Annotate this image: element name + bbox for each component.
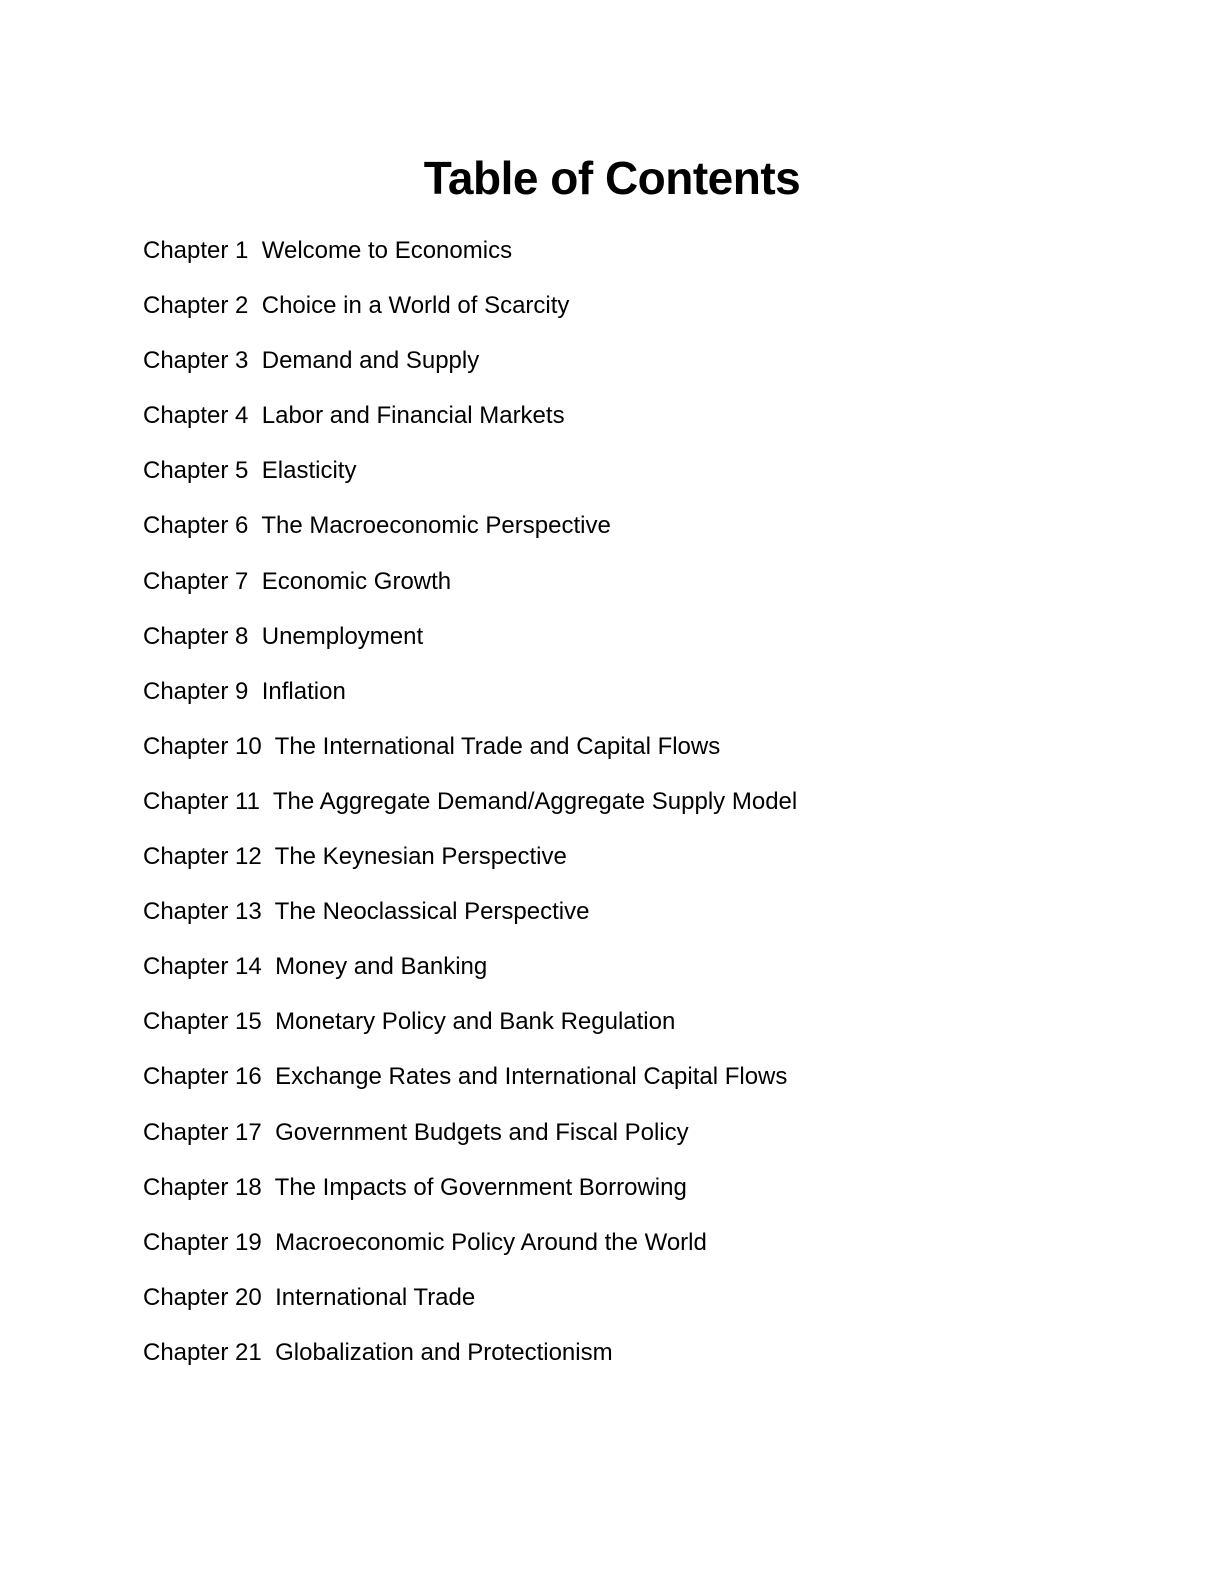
chapter-title: Government Budgets and Fiscal Policy — [275, 1118, 689, 1146]
toc-entry — [143, 398, 797, 453]
chapter-title: Economic Growth — [261, 567, 452, 595]
chapter-title: Globalization and Protectionism — [275, 1338, 613, 1366]
chapter-title: Elasticity — [261, 457, 357, 485]
chapter-label: Chapter 19 — [143, 1228, 262, 1256]
chapter-title: Macroeconomic Policy Around the World — [275, 1228, 707, 1256]
chapter-title: The Neoclassical Perspective — [274, 898, 590, 926]
chapter-label: Chapter 21 — [143, 1338, 262, 1366]
chapter-label: Chapter 2 — [143, 292, 249, 320]
toc-entry — [143, 1335, 797, 1390]
toc-entry — [143, 1170, 797, 1225]
toc-entry — [143, 674, 797, 729]
chapter-label: Chapter 9 — [143, 677, 249, 705]
toc-entry — [143, 784, 797, 839]
chapter-label: Chapter 6 — [143, 512, 249, 540]
toc-entry — [143, 949, 797, 1004]
chapter-label: Chapter 18 — [143, 1173, 262, 1201]
chapter-title: Labor and Financial Markets — [261, 402, 565, 430]
toc-entry — [143, 508, 797, 563]
chapter-title: Exchange Rates and International Capital Flows — [275, 1063, 788, 1091]
chapter-label: Chapter 17 — [143, 1118, 262, 1146]
chapter-title: The Aggregate Demand/Aggregate Supply Model — [272, 787, 798, 815]
toc-entry — [143, 1280, 797, 1335]
table-of-contents-list — [143, 233, 797, 1390]
chapter-label: Chapter 10 — [143, 732, 262, 760]
chapter-label: Chapter 8 — [143, 622, 249, 650]
toc-entry — [143, 894, 797, 949]
toc-entry — [143, 839, 797, 894]
toc-entry — [143, 343, 797, 398]
chapter-title: Unemployment — [261, 622, 424, 650]
chapter-title: Choice in a World of Scarcity — [261, 292, 570, 320]
chapter-label: Chapter 15 — [143, 1008, 262, 1036]
toc-entry — [143, 1115, 797, 1170]
chapter-label: Chapter 12 — [143, 843, 262, 871]
chapter-label: Chapter 16 — [143, 1063, 262, 1091]
chapter-title: Money and Banking — [275, 953, 488, 981]
chapter-title: Inflation — [261, 677, 346, 705]
chapter-title: The Keynesian Perspective — [274, 843, 567, 871]
chapter-label: Chapter 14 — [143, 953, 262, 981]
chapter-label: Chapter 11 — [143, 787, 260, 815]
chapter-title: Monetary Policy and Bank Regulation — [275, 1008, 676, 1036]
toc-entry — [143, 619, 797, 674]
page-title: Table of Contents — [423, 152, 801, 204]
chapter-label: Chapter 7 — [143, 567, 249, 595]
chapter-title: International Trade — [275, 1283, 476, 1311]
toc-entry — [143, 1004, 797, 1059]
toc-entry — [143, 233, 797, 288]
chapter-title: The Macroeconomic Perspective — [261, 512, 611, 540]
chapter-label: Chapter 5 — [143, 457, 249, 485]
chapter-title: The Impacts of Government Borrowing — [274, 1173, 687, 1201]
chapter-label: Chapter 20 — [143, 1283, 262, 1311]
toc-entry — [143, 564, 797, 619]
toc-entry — [143, 1059, 797, 1114]
chapter-label: Chapter 1 — [143, 237, 249, 264]
toc-entry — [143, 1225, 797, 1280]
toc-entry — [143, 288, 797, 343]
chapter-title: Demand and Supply — [261, 347, 480, 375]
toc-entry — [143, 729, 797, 784]
chapter-label: Chapter 13 — [143, 898, 262, 926]
chapter-label: Chapter 3 — [143, 347, 249, 375]
chapter-label: Chapter 4 — [143, 402, 249, 430]
chapter-title: The International Trade and Capital Flows — [274, 732, 721, 760]
chapter-title: Welcome to Economics — [261, 237, 513, 264]
toc-entry — [143, 453, 797, 508]
